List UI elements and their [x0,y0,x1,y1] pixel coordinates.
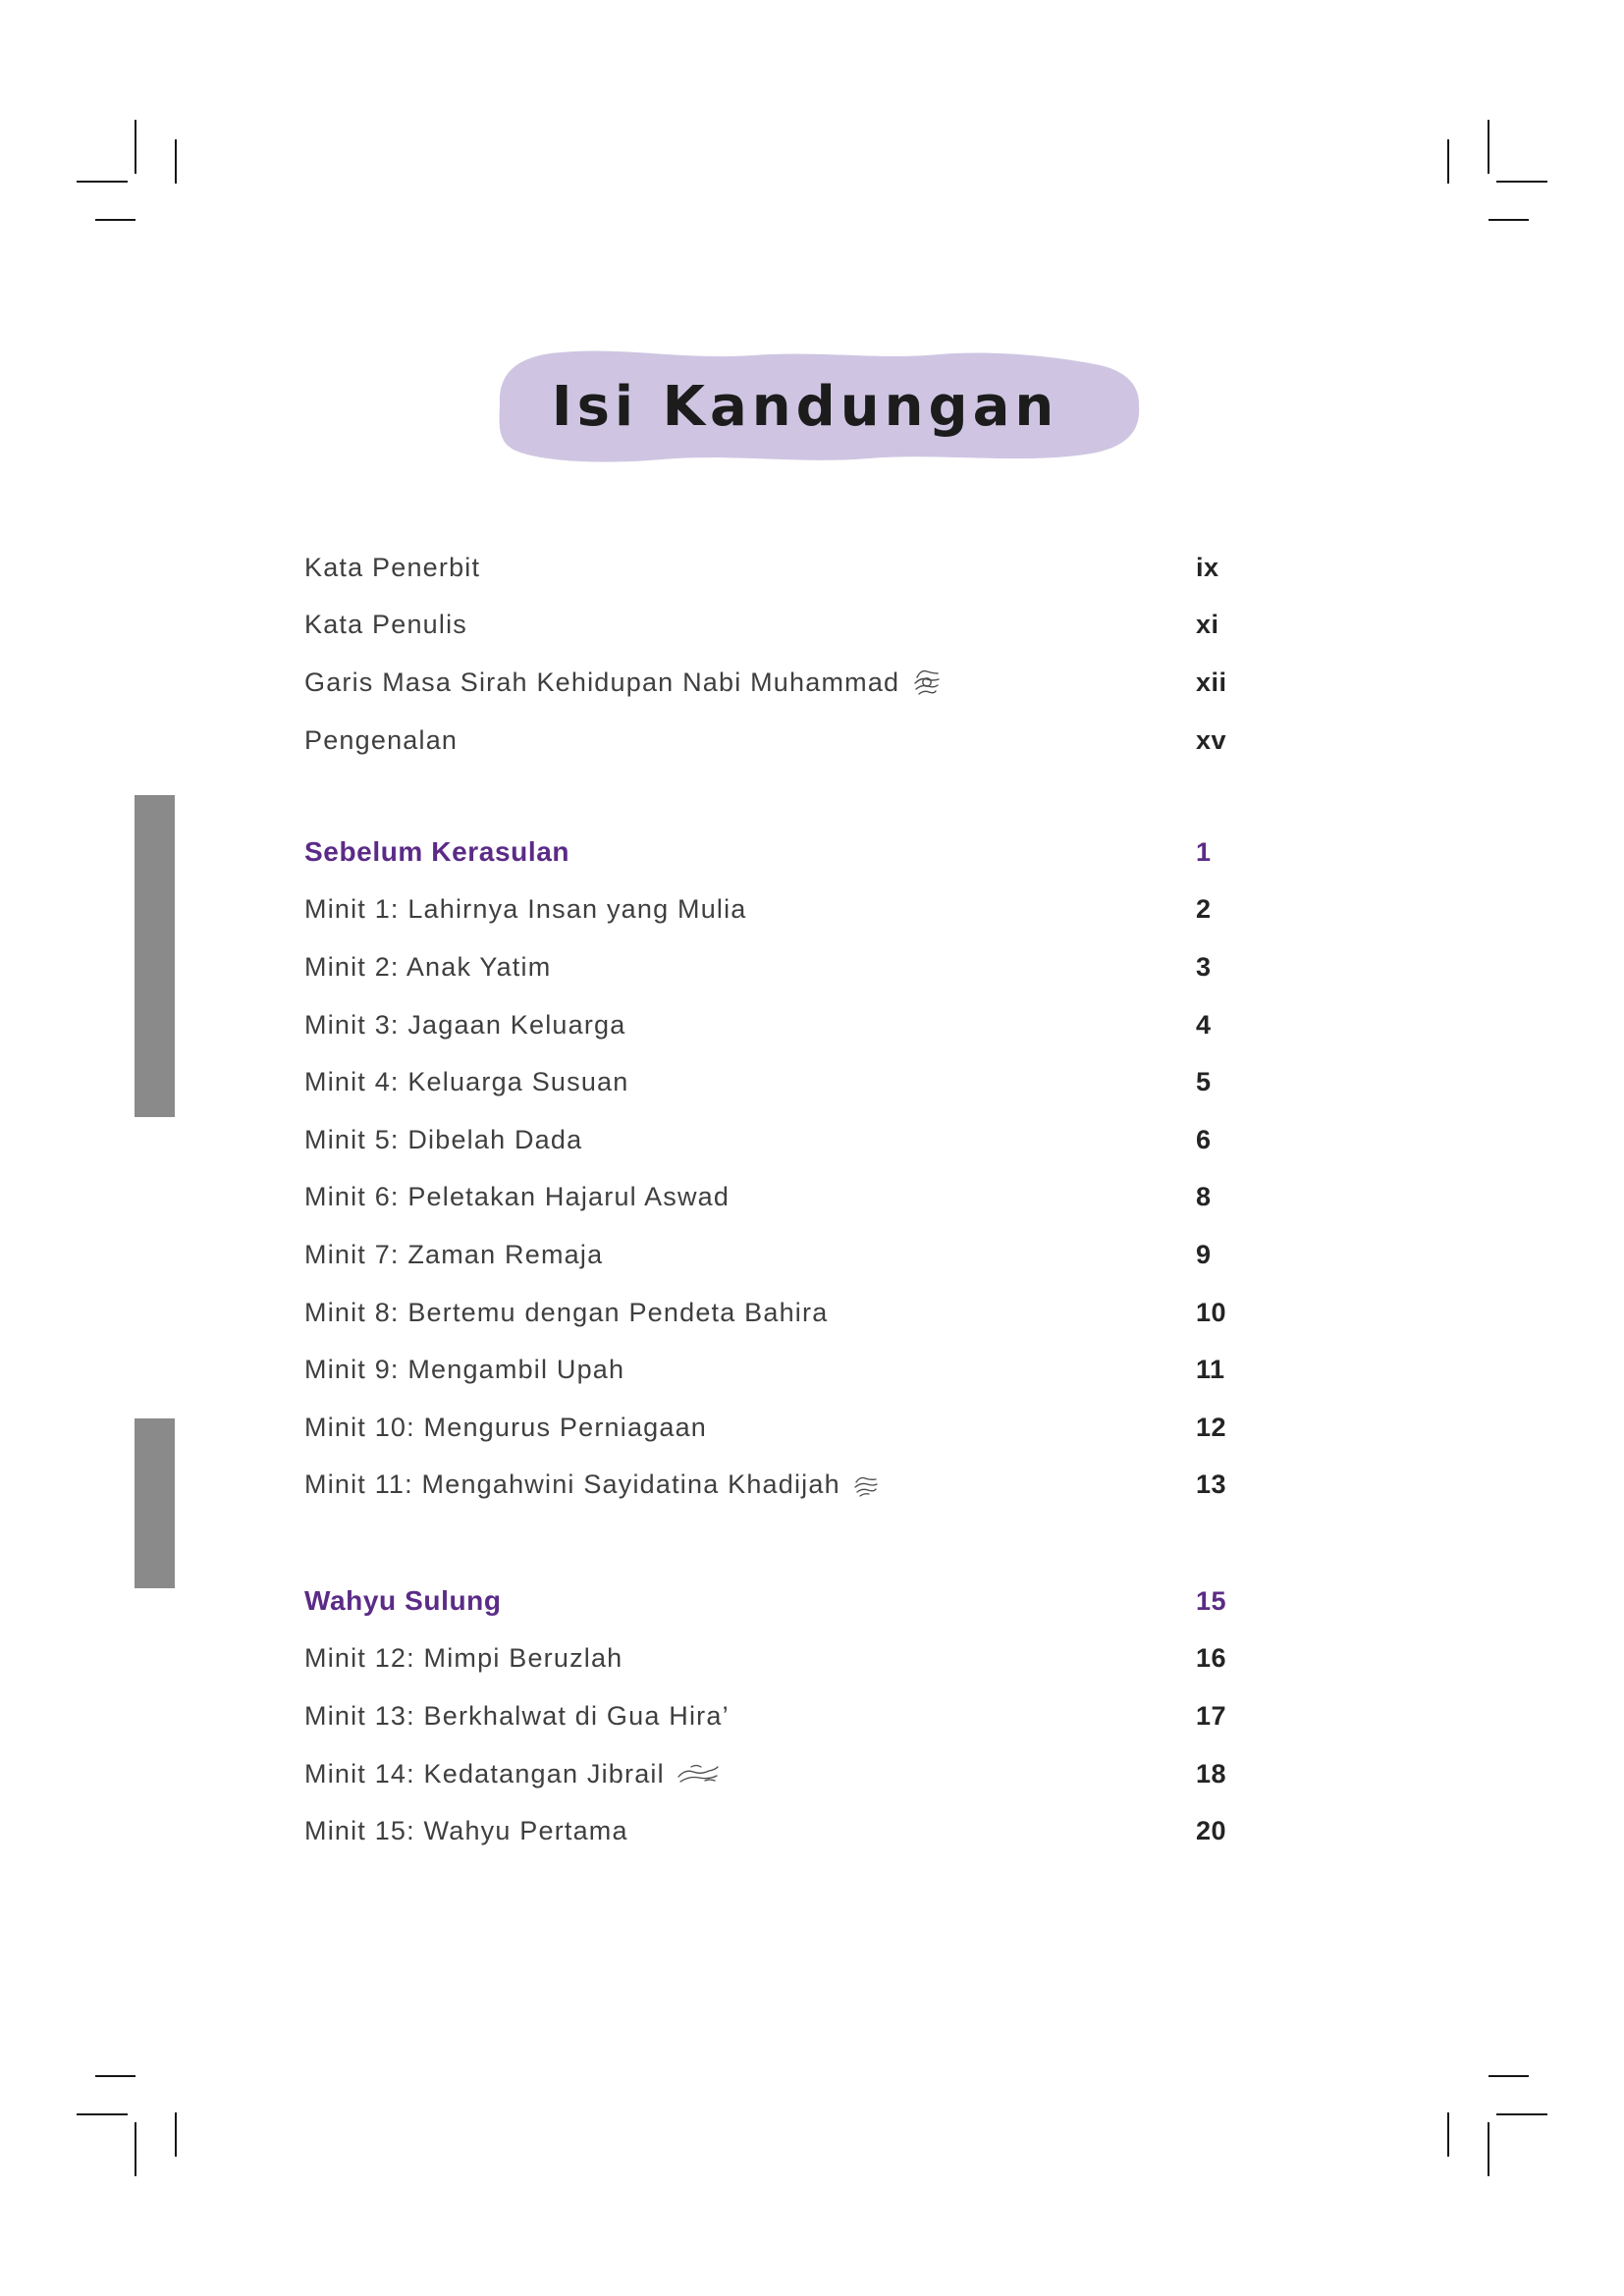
ra-calligraphy-icon [851,1470,881,1500]
toc-item-page: 20 [1196,1816,1227,1846]
toc-section-heading [304,1573,1276,1630]
toc-row [304,539,1276,597]
toc-item-label: Minit 7: Zaman Remaja [304,1239,604,1269]
toc-row [304,1284,1276,1342]
toc-section-heading [304,824,1276,881]
toc-row [304,1630,1276,1688]
page-title: Isi Kandungan [551,374,1059,439]
toc-item-page: 16 [1196,1643,1227,1674]
toc-item-label: Kata Penerbit [304,552,481,582]
toc-item-label: Minit 15: Wahyu Pertama [304,1816,628,1846]
toc-item-label: Minit 10: Mengurus Perniagaan [304,1412,708,1442]
crop-marks-top-right [1428,98,1565,236]
toc-row [304,654,1276,712]
toc-section-heading-label: Sebelum Kerasulan [304,836,570,868]
toc-section-sebelum-kerasulan [304,824,1276,1514]
toc-section-heading-page: 1 [1196,836,1212,867]
toc-row [304,996,1276,1054]
toc-row [304,1802,1276,1860]
toc-row [304,1687,1276,1745]
toc-item-page: 10 [1196,1297,1227,1327]
toc-item-label: Pengenalan [304,724,459,755]
toc-row [304,1111,1276,1169]
toc-row [304,938,1276,996]
toc-item-label: Minit 12: Mimpi Beruzlah [304,1643,623,1674]
toc-row [304,1745,1276,1803]
toc-item-label: Minit 2: Anak Yatim [304,951,552,982]
toc-item-page: 11 [1196,1355,1225,1385]
toc-item-page: 4 [1196,1009,1212,1040]
toc-item-page: xii [1196,667,1227,697]
as-calligraphy-icon [676,1761,721,1787]
toc-section-heading-label: Wahyu Sulung [304,1585,502,1617]
toc-section-heading-page: 15 [1196,1585,1227,1616]
toc-item-label: Minit 14: Kedatangan Jibrail [304,1758,665,1789]
toc-front-matter [304,539,1276,769]
toc-row [304,1053,1276,1111]
toc-item-label: Minit 6: Peletakan Hajarul Aswad [304,1182,731,1212]
toc-row [304,881,1276,939]
toc-item-label: Minit 9: Mengambil Upah [304,1355,625,1385]
saw-calligraphy-icon [910,665,944,700]
toc-item-page: xv [1196,724,1227,755]
toc-row [304,1457,1276,1515]
toc-item-label: Garis Masa Sirah Kehidupan Nabi Muhammad [304,667,900,697]
crop-marks-bottom-left [59,2060,196,2198]
toc-item-page: 6 [1196,1124,1212,1154]
toc-item-label: Minit 11: Mengahwini Sayidatina Khadijah [304,1469,840,1500]
toc-item-page: xi [1196,610,1219,640]
toc-item-page: 8 [1196,1182,1212,1212]
toc-item-page: 18 [1196,1758,1227,1789]
toc-item-label: Minit 13: Berkhalwat di Gua Hira’ [304,1700,730,1731]
toc-item-page: ix [1196,552,1219,582]
toc-row [304,1341,1276,1399]
crop-marks-top-left [59,98,196,236]
toc-item-label: Kata Penulis [304,610,467,640]
toc-item-label: Minit 1: Lahirnya Insan yang Mulia [304,894,747,925]
toc-row [304,1226,1276,1284]
crop-marks-bottom-right [1428,2060,1565,2198]
toc-item-label: Minit 3: Jagaan Keluarga [304,1009,626,1040]
toc-item-label: Minit 8: Bertemu dengan Pendeta Bahira [304,1297,829,1327]
toc-item-label: Minit 4: Keluarga Susuan [304,1067,629,1097]
toc-row [304,597,1276,655]
toc-item-page: 17 [1196,1700,1227,1731]
toc-item-label: Minit 5: Dibelah Dada [304,1124,583,1154]
section-thumb-tab-1 [135,795,175,1117]
section-thumb-tab-2 [135,1418,175,1588]
toc-item-page: 5 [1196,1067,1212,1097]
toc-row [304,1399,1276,1457]
toc-row [304,1169,1276,1227]
toc-section-wahyu-sulung [304,1573,1276,1860]
toc-item-page: 9 [1196,1239,1212,1269]
toc-row [304,712,1276,770]
page-title-banner [464,338,1146,475]
toc-item-page: 3 [1196,951,1212,982]
toc-item-page: 2 [1196,894,1212,925]
toc-item-page: 12 [1196,1412,1227,1442]
toc-item-page: 13 [1196,1469,1227,1500]
